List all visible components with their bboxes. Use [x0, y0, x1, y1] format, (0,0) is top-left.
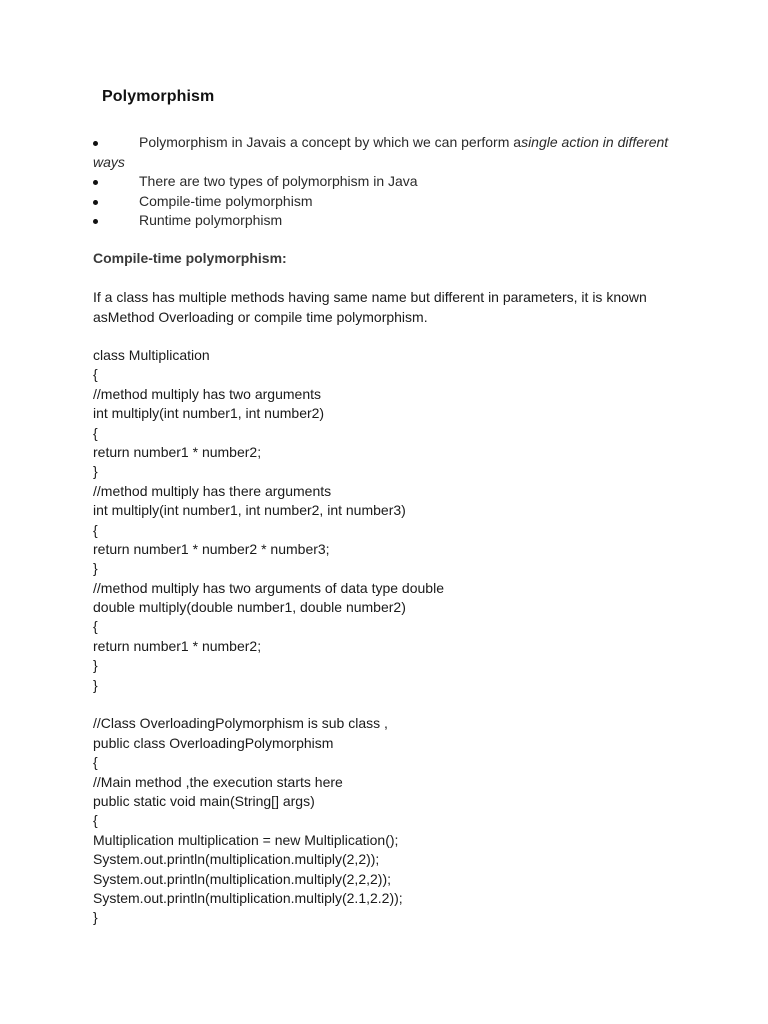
section-heading: Compile-time polymorphism: [93, 250, 287, 266]
page-title: Polymorphism [102, 88, 215, 105]
code-line [93, 695, 733, 714]
code-line: public static void main(String[] args) [93, 792, 315, 809]
bullet-dot-icon [93, 180, 98, 185]
bullet-text-italic: single action in different ways [93, 134, 669, 170]
bullet-text: Runtime polymorphism [139, 212, 283, 228]
bullet-item [93, 133, 693, 172]
code-line: //Main method ,the execution starts here [93, 773, 343, 790]
bullet-dot-icon [93, 200, 98, 205]
code-line: { [93, 618, 98, 635]
intro-paragraph: If a class has multiple methods having same name but different in parameters, it is known asMethod Overloading or compile time polymorphism. [93, 289, 647, 325]
code-block [93, 346, 733, 928]
code-line: return number1 * number2 * number3; [93, 540, 330, 557]
bullet-list [93, 133, 693, 231]
code-line: int multiply(int number1, int number2) [93, 405, 325, 422]
bullet-item [93, 172, 693, 192]
code-line: System.out.println(multiplication.multiply(2.1,2.2)); [93, 889, 403, 906]
code-line: System.out.println(multiplication.multiply(2,2)); [93, 851, 380, 868]
bullet-dot-icon [93, 141, 98, 146]
code-line: { [93, 812, 98, 829]
bullet-dot-icon [93, 219, 98, 224]
code-line: double multiply(double number1, double number2) [93, 599, 406, 616]
code-line: class Multiplication [93, 347, 210, 363]
bullet-text: There are two types of polymorphism in Java [139, 173, 418, 189]
bullet-text: Compile-time polymorphism [139, 192, 313, 209]
code-line: //method multiply has two arguments [93, 385, 321, 402]
code-line: } [93, 676, 98, 693]
code-line: int multiply(int number1, int number2, int number3) [93, 502, 406, 519]
bullet-item [93, 192, 693, 212]
bullet-text: Polymorphism in Javais a concept by which we can perform a [139, 134, 522, 150]
code-line: //Class OverloadingPolymorphism is sub class , [93, 715, 388, 732]
code-line: } [93, 560, 98, 577]
code-line: System.out.println(multiplication.multiply(2,2,2)); [93, 870, 391, 887]
code-line: } [93, 463, 98, 480]
bullet-item [93, 211, 693, 231]
code-line: { [93, 366, 98, 383]
code-line: //method multiply has two arguments of data type double [93, 579, 444, 596]
code-line: { [93, 424, 98, 441]
code-line: } [93, 657, 98, 674]
code-line: } [93, 909, 98, 926]
code-line: { [93, 521, 98, 538]
code-line: Multiplication multiplication = new Multiplication(); [93, 831, 399, 848]
code-line: public class OverloadingPolymorphism [93, 734, 334, 751]
code-line: return number1 * number2; [93, 443, 262, 460]
code-line: { [93, 754, 98, 771]
code-line: //method multiply has there arguments [93, 482, 332, 499]
code-line: return number1 * number2; [93, 637, 262, 654]
